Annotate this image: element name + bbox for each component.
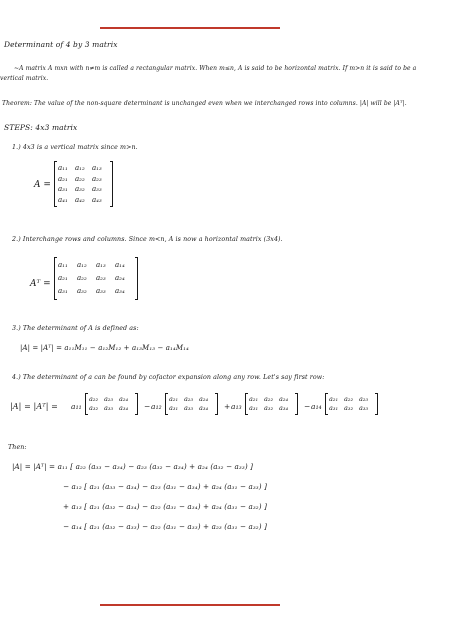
matrix-at-cell: a₃₄ <box>115 287 125 295</box>
matrix-at-row <box>58 272 134 285</box>
matrix-a-cell: a₃₁ <box>58 185 68 193</box>
intro-line-1: ~A matrix A mxn with n≠m is called a rectangular matrix. When m≤n, A is said to be horizontal matrix. If m>n it is said to be a <box>14 65 417 72</box>
step-1-text: 1.) 4x3 is a vertical matrix since m>n. <box>12 144 138 151</box>
matrix-a-row <box>58 184 109 195</box>
minor-matrix-3 <box>245 394 298 414</box>
minor-cell: a₂₄ <box>279 395 289 403</box>
theorem-text: Theorem: The value of the non-square determinant is unchanged even when we interchanged rows into columns. |A| will be |Aᵀ|. <box>2 100 407 107</box>
term-3-coef: a₁₃ <box>231 402 242 411</box>
matrix-at-row <box>58 259 134 272</box>
term-1-coef: a₁₁ <box>71 402 82 411</box>
step-3-text: 3.) The determinant of A is defined as: <box>12 325 139 332</box>
expansion-line-1: |A| = |Aᵀ| = a₁₁ [ a₂₂ (a₃₃ − a₃₄) − a₂₃ (a₃₂ − a₃₄) + a₂₄ (a₃₂ − a₃₃) ] <box>12 462 254 471</box>
expansion-line-4: − a₁₄ [ a₂₁ (a₃₂ − a₃₃) − a₂₂ (a₃₁ − a₃₃) + a₂₃ (a₃₁ − a₃₂) ] <box>63 522 267 531</box>
matrix-at-cell: a₂₃ <box>96 274 106 282</box>
minor-cell: a₂₁ <box>329 395 339 403</box>
term-2-sign: − <box>144 402 151 411</box>
minor-cell: a₃₂ <box>89 404 99 412</box>
expansion-line-3: + a₁₃ [ a₂₁ (a₃₂ − a₃₄) − a₂₂ (a₃₁ − a₃₄) + a₂₄ (a₃₁ − a₃₂) ] <box>63 502 267 511</box>
minor-row <box>89 404 134 413</box>
step-4-text: 4.) The determinant of a can be found by cofactor expansion along any row. Let's say first row: <box>12 374 325 381</box>
minor-cell: a₂₄ <box>199 395 209 403</box>
minor-cell: a₃₁ <box>169 404 179 412</box>
minor-row <box>169 395 214 404</box>
minor-cell: a₃₄ <box>119 404 129 412</box>
minor-cell: a₂₁ <box>169 395 179 403</box>
matrix-a-row <box>58 174 109 185</box>
minor-cell: a₃₄ <box>279 404 289 412</box>
matrix-a-cell: a₂₁ <box>58 174 68 183</box>
matrix-at-cell: a₁₃ <box>96 261 106 269</box>
minor-cell: a₂₃ <box>359 395 369 403</box>
matrix-at-row <box>58 285 134 298</box>
expansion-lhs: |A| = |Aᵀ| = <box>10 402 58 411</box>
matrix-at-cell: a₃₁ <box>58 287 68 295</box>
term-3-sign: + <box>224 402 231 411</box>
matrix-at-cell: a₂₂ <box>77 274 87 282</box>
steps-heading: STEPS: 4x3 matrix <box>4 123 78 132</box>
matrix-a-cell: a₃₂ <box>75 185 85 193</box>
matrix-a-cell: a₂₃ <box>92 174 102 183</box>
matrix-at-cell: a₁₁ <box>58 261 68 269</box>
minor-row <box>249 404 294 413</box>
term-4-coef: a₁₄ <box>311 402 322 411</box>
minor-cell: a₂₂ <box>344 395 354 403</box>
matrix-a-cell: a₃₃ <box>92 185 102 193</box>
matrix-a <box>54 162 113 206</box>
minor-cell: a₃₃ <box>359 404 369 412</box>
minor-row <box>169 404 214 413</box>
minor-row <box>249 395 294 404</box>
minor-cell: a₂₃ <box>184 395 194 403</box>
matrix-at-label: Aᵀ = <box>30 279 51 289</box>
minor-cell: a₃₂ <box>344 404 354 412</box>
page-title: Determinant of 4 by 3 matrix <box>4 40 118 49</box>
matrix-a-cell: a₁₁ <box>58 164 68 172</box>
minor-matrix-4 <box>325 394 378 414</box>
matrix-at-cell: a₁₂ <box>77 261 87 269</box>
minor-cell: a₂₂ <box>264 395 274 403</box>
bottom-margin-line <box>100 604 280 606</box>
matrix-a-cell: a₄₃ <box>92 195 102 204</box>
minor-row <box>329 395 374 404</box>
intro-line-2: vertical matrix. <box>0 75 49 82</box>
minor-cell: a₃₂ <box>264 404 274 412</box>
matrix-a-transpose <box>54 258 138 299</box>
matrix-at-cell: a₂₄ <box>115 274 125 282</box>
step-2-text: 2.) Interchange rows and columns. Since m<n, A is now a horizontal matrix (3x4). <box>12 236 283 243</box>
term-2-coef: a₁₂ <box>151 402 162 411</box>
matrix-at-cell: a₁₄ <box>115 261 125 269</box>
matrix-a-row <box>58 195 109 206</box>
minor-cell: a₃₃ <box>184 404 194 412</box>
matrix-a-cell: a₁₃ <box>92 164 102 172</box>
matrix-a-cell: a₁₂ <box>75 164 85 172</box>
matrix-at-cell: a₂₁ <box>58 274 68 282</box>
term-4-sign: − <box>304 402 311 411</box>
matrix-a-row <box>58 163 109 174</box>
matrix-a-cell: a₂₂ <box>75 174 85 183</box>
minor-cell: a₂₂ <box>89 395 99 403</box>
then-label: Then: <box>8 444 27 451</box>
minor-matrix-2 <box>165 394 218 414</box>
minor-matrix-1 <box>85 394 138 414</box>
matrix-at-cell: a₃₂ <box>77 287 87 295</box>
minor-cell: a₃₁ <box>249 404 259 412</box>
minor-row <box>89 395 134 404</box>
minor-row <box>329 404 374 413</box>
matrix-a-cell: a₄₁ <box>58 195 68 204</box>
expansion-line-2: − a₁₂ [ a₂₁ (a₃₃ − a₃₄) − a₂₃ (a₃₁ − a₃₄) + a₂₄ (a₃₁ − a₃₃) ] <box>63 482 267 491</box>
minor-cell: a₂₄ <box>119 395 129 403</box>
top-margin-line <box>100 27 280 29</box>
minor-cell: a₃₃ <box>104 404 114 412</box>
step-3-formula: |A| = |Aᵀ| = a₁₁M₁₁ − a₁₂M₁₂ + a₁₃M₁₃ − a₁₄M₁₄ <box>20 344 189 352</box>
matrix-a-label: A = <box>34 180 51 190</box>
matrix-a-cell: a₄₂ <box>75 195 85 204</box>
minor-cell: a₃₄ <box>199 404 209 412</box>
minor-cell: a₂₁ <box>249 395 259 403</box>
minor-cell: a₂₃ <box>104 395 114 403</box>
minor-cell: a₃₁ <box>329 404 339 412</box>
matrix-at-cell: a₃₃ <box>96 287 106 295</box>
